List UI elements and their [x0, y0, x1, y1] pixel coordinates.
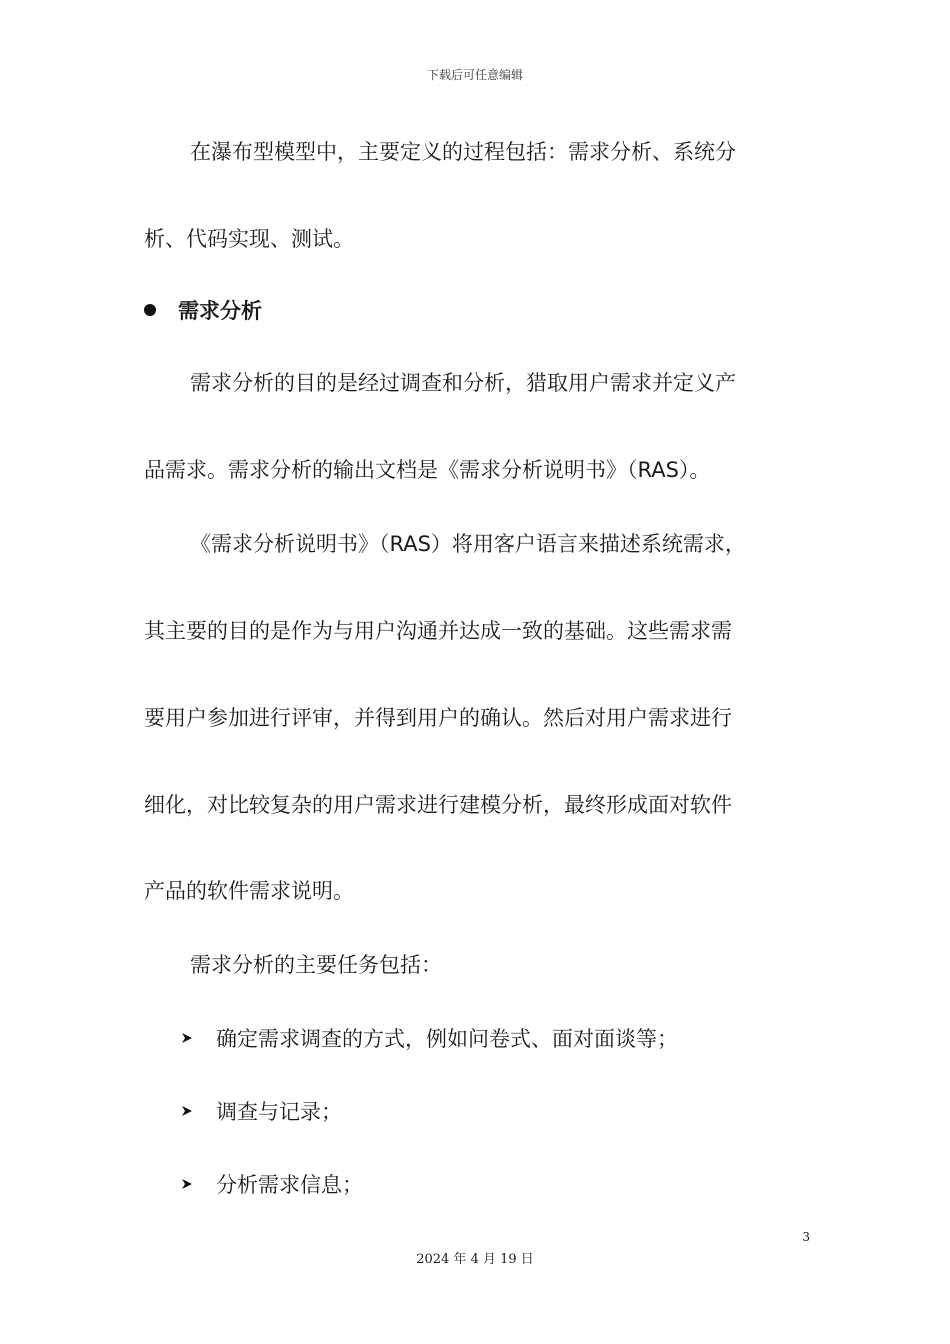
paragraph-line: 细化，对比较复杂的用户需求进行建模分析，最终形成面对软件 [144, 793, 732, 817]
list-item [180, 1169, 363, 1199]
paragraph-line: 品需求。需求分析的输出文档是《需求分析说明书》（RAS）。 [144, 458, 711, 482]
page-header: 下载后可任意编辑 [426, 68, 523, 82]
paragraph-line: 需求分析的主要任务包括： [190, 953, 442, 977]
page-number: 3 [802, 1230, 810, 1244]
arrow-bullet-icon [180, 1031, 194, 1045]
paragraph-line: 《需求分析说明书》（RAS）将用客户语言来描述系统需求， [190, 532, 746, 556]
paragraph-line: 其主要的目的是作为与用户沟通并达成一致的基础。这些需求需 [144, 619, 732, 643]
paragraph-line: 在瀑布型模型中，主要定义的过程包括：需求分析、系统分 [190, 140, 736, 164]
arrow-bullet-icon [180, 1177, 194, 1191]
list-item [180, 1023, 678, 1053]
arrow-bullet-icon [180, 1104, 194, 1118]
paragraph-line: 产品的软件需求说明。 [144, 879, 354, 903]
footer-date: 2024 年 4 月 19 日 [416, 1252, 534, 1267]
section-heading-text: 需求分析 [178, 299, 262, 323]
list-item [180, 1096, 342, 1126]
bullet-dot-icon [144, 304, 156, 316]
list-item-text: 分析需求信息； [216, 1173, 363, 1197]
paragraph-line: 要用户参加进行评审，并得到用户的确认。然后对用户需求进行 [144, 706, 732, 730]
list-item-text: 确定需求调查的方式，例如问卷式、面对面谈等； [216, 1027, 678, 1051]
paragraph-line: 析、代码实现、测试。 [144, 227, 354, 251]
section-heading [144, 295, 262, 325]
paragraph-line: 需求分析的目的是经过调查和分析，猎取用户需求并定义产 [190, 371, 736, 395]
list-item-text: 调查与记录； [216, 1100, 342, 1124]
